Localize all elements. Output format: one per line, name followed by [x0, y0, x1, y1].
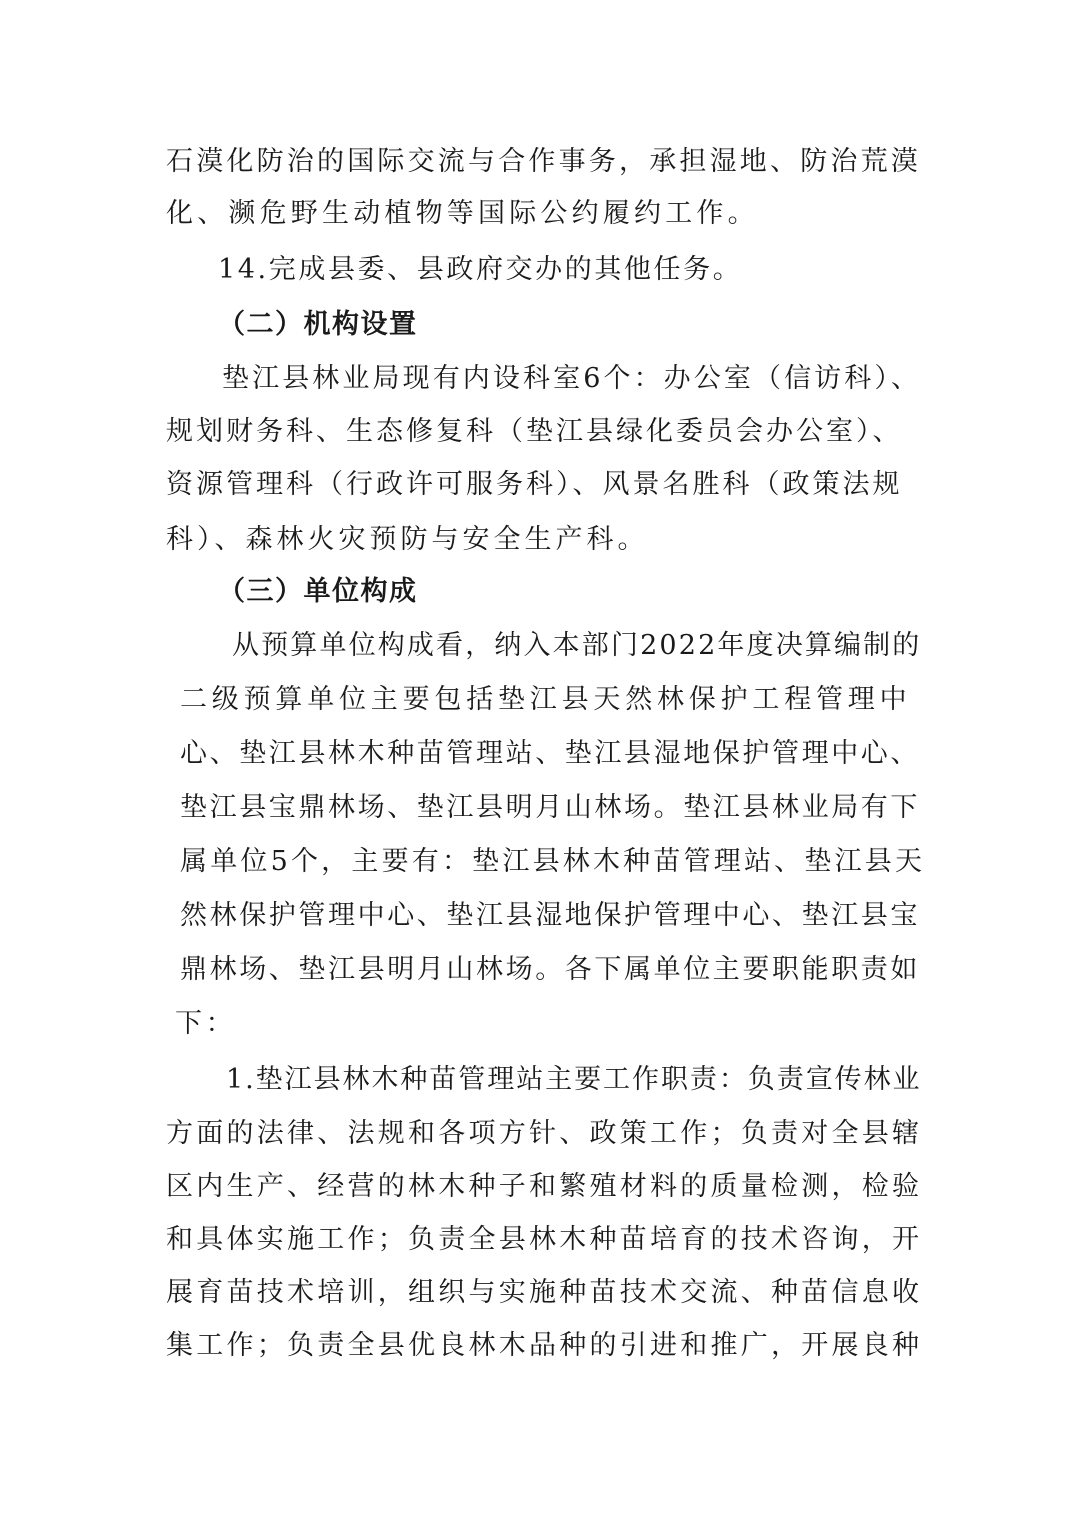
body-text-line: 从预算单位构成看，纳入本部门2022年度决算编制的: [232, 630, 922, 661]
section-heading-unit-composition: （三）单位构成: [218, 576, 418, 607]
numbered-item-14: 14.完成县委、县政府交办的其他任务。: [218, 254, 743, 285]
body-text-line: 下：: [175, 1008, 237, 1039]
numbered-item-1: 1.垫江县林木种苗管理站主要工作职责：负责宣传林业: [226, 1064, 922, 1095]
body-text-line: 二级预算单位主要包括垫江县天然林保护工程管理中: [180, 684, 912, 715]
body-text-line: 然林保护管理中心、垫江县湿地保护管理中心、垫江县宝: [180, 900, 920, 931]
body-text-line: 集工作；负责全县优良林木品种的引进和推广，开展良种: [166, 1330, 923, 1361]
body-text-line: 科）、森林火灾预防与安全生产科。: [166, 524, 649, 555]
body-text-line: 规划财务科、生态修复科（垫江县绿化委员会办公室）、: [166, 416, 903, 447]
section-heading-institution-setup: （二）机构设置: [218, 309, 418, 340]
body-text-line: 属单位5个，主要有：垫江县林木种苗管理站、垫江县天: [180, 846, 926, 877]
body-text-line: 化、濒危野生动植物等国际公约履约工作。: [166, 198, 759, 229]
body-text-line: 鼎林场、垫江县明月山林场。各下属单位主要职能职责如: [180, 954, 920, 985]
body-text-line: 资源管理科（行政许可服务科）、风景名胜科（政策法规: [166, 469, 903, 500]
body-text-line: 心、垫江县林木种苗管理站、垫江县湿地保护管理中心、: [180, 738, 920, 769]
body-text-line: 展育苗技术培训，组织与实施种苗技术交流、种苗信息收: [166, 1277, 923, 1308]
body-text-line: 石漠化防治的国际交流与合作事务，承担湿地、防治荒漠: [166, 146, 921, 177]
body-text-line: 和具体实施工作；负责全县林木种苗培育的技术咨询，开: [166, 1224, 923, 1255]
body-text-line: 垫江县宝鼎林场、垫江县明月山林场。垫江县林业局有下: [180, 792, 920, 823]
body-text-line: 区内生产、经营的林木种子和繁殖材料的质量检测，检验: [166, 1171, 923, 1202]
body-text-line: 垫江县林业局现有内设科室6个：办公室（信访科）、: [222, 363, 922, 394]
body-text-line: 方面的法律、法规和各项方针、政策工作；负责对全县辖: [166, 1118, 923, 1149]
